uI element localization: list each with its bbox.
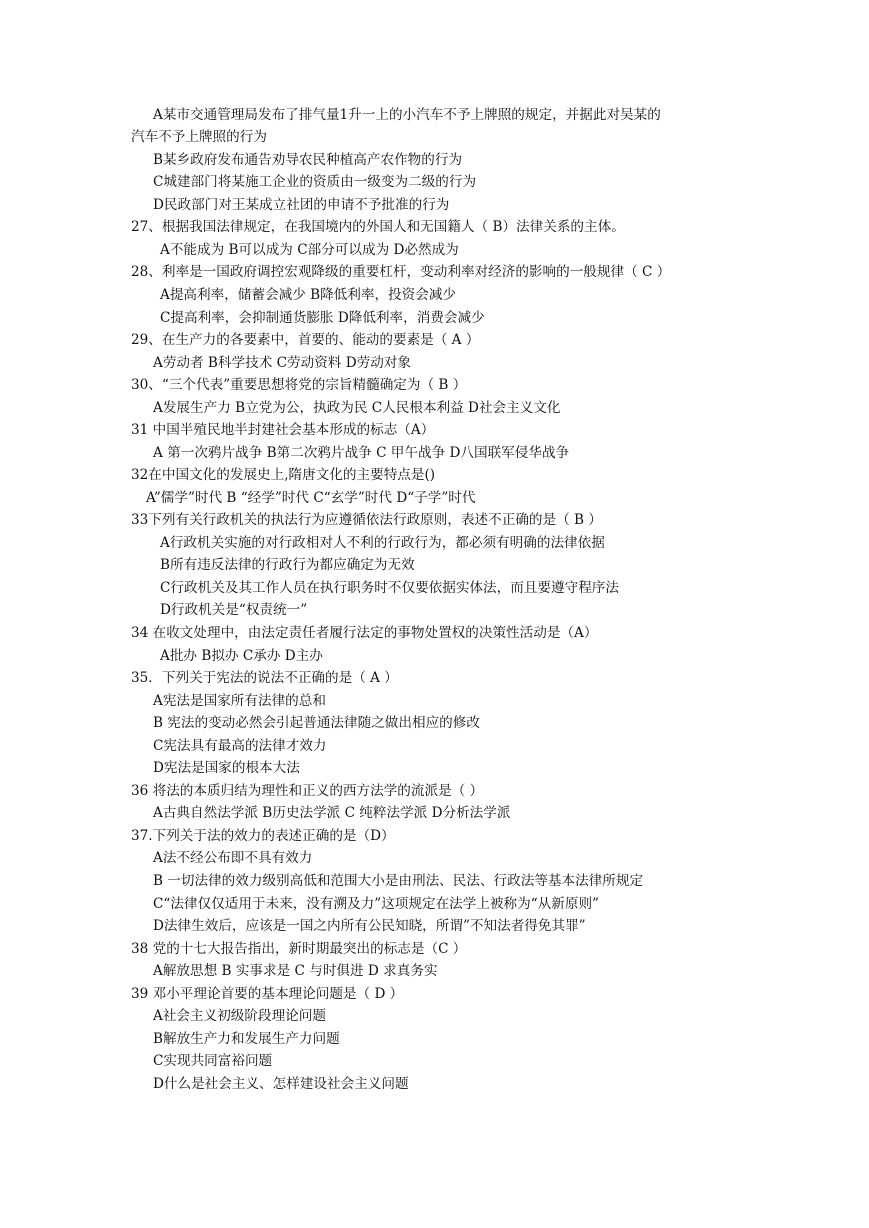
question-line: 33下列有关行政机关的执法行为应遵循依法行政原则，表述不正确的是（ B ） <box>131 512 602 528</box>
options-line: A”儒学”时代 B “经学”时代 C“玄学”时代 D“子学”时代 <box>146 490 476 506</box>
options-line: A 第一次鸦片战争 B第二次鸦片战争 C 甲午战争 D八国联军侵华战争 <box>153 445 570 461</box>
text-line: A宪法是国家所有法律的总和 <box>153 693 326 709</box>
text-line: D民政部门对王某成立社团的申请不予批准的行为 <box>153 197 450 213</box>
options-line: A古典自然法学派 B历史法学派 C 纯粹法学派 D分析法学派 <box>153 805 511 821</box>
options-line: A解放思想 B 实事求是 C 与时俱进 D 求真务实 <box>153 963 438 979</box>
question-line: 32在中国文化的发展史上,隋唐文化的主要特点是() <box>131 467 436 483</box>
text-line: A行政机关实施的对行政相对人不利的行政行为，都必须有明确的法律依据 <box>160 535 605 551</box>
options-line: A不能成为 B可以成为 C部分可以成为 D必然成为 <box>160 242 459 258</box>
text-line: A社会主义初级阶段理论问题 <box>153 1008 326 1024</box>
question-line: 30、“三个代表”重要思想将党的宗旨精髓确定为（ B ） <box>131 377 467 393</box>
text-line: B解放生产力和发展生产力问题 <box>153 1031 340 1047</box>
question-line: 29、在生产力的各要素中，首要的、能动的要素是（ A ） <box>131 332 480 348</box>
text-line: A法不经公布即不具有效力 <box>153 850 313 866</box>
text-line: B所有违反法律的行政行为都应确定为无效 <box>160 557 415 573</box>
options-line: A发展生产力 B立党为公，执政为民 C人民根本利益 D社会主义文化 <box>153 400 561 416</box>
text-line: D什么是社会主义、怎样建设社会主义问题 <box>153 1076 409 1092</box>
text-line: C宪法具有最高的法律才效力 <box>153 738 327 754</box>
text-line: B某乡政府发布通告劝导农民种植高产农作物的行为 <box>153 152 463 168</box>
text-line: D法律生效后，应该是一国之内所有公民知晓，所谓”不知法者得免其罪” <box>153 918 586 934</box>
text-line: C“法律仅仅适用于未来，没有溯及力”这项规定在法学上被称为“从新原则” <box>153 896 600 912</box>
text-line: C行政机关及其工作人员在执行职务时不仅要依据实体法，而且要遵守程序法 <box>160 580 619 596</box>
text-line: A某市交通管理局发布了排气量1升一上的小汽车不予上牌照的规定，并据此对吴某的 <box>153 107 661 123</box>
question-line: 34 在收文处理中，由法定责任者履行法定的事物处置权的决策性活动是（A） <box>131 625 598 641</box>
question-line: 39 邓小平理论首要的基本理论问题是（ D ） <box>131 986 404 1002</box>
options-line: A劳动者 B科学技术 C劳动资料 D劳动对象 <box>153 355 411 371</box>
question-line: 27、根据我国法律规定，在我国境内的外国人和无国籍人（ B）法律关系的主体。 <box>131 219 625 235</box>
question-line: 38 党的十七大报告指出，新时期最突出的标志是（C ） <box>131 941 467 957</box>
options-line: A提高利率，储蓄会减少 B降低利率，投资会减少 <box>160 287 457 303</box>
text-line: D行政机关是“权责统一” <box>160 602 308 618</box>
text-line: B 一切法律的效力级别高低和范围大小是由刑法、民法、行政法等基本法律所规定 <box>153 873 644 889</box>
text-line: D宪法是国家的根本大法 <box>153 760 300 776</box>
options-line: A批办 B拟办 C承办 D主办 <box>160 648 323 664</box>
options-line: C提高利率，会抑制通货膨胀 D降低利率，消费会减少 <box>160 310 485 326</box>
question-line: 28、利率是一国政府调控宏观降级的重要杠杆，变动利率对经济的影响的一般规律（ C ） <box>131 264 671 280</box>
text-line: C城建部门将某施工企业的资质由一级变为二级的行为 <box>153 174 477 190</box>
question-line: 37.下列关于法的效力的表述正确的是（D） <box>131 828 395 844</box>
question-line: 35．下列关于宪法的说法不正确的是（ A ） <box>131 670 398 686</box>
text-line: C实现共同富裕问题 <box>153 1053 273 1069</box>
question-line: 31 中国半殖民地半封建社会基本形成的标志（A） <box>131 422 435 438</box>
text-line: B 宪法的变动必然会引起普通法律随之做出相应的修改 <box>153 715 480 731</box>
question-line: 36 将法的本质归结为理性和正义的西方法学的流派是（ ） <box>131 783 484 799</box>
text-line: 汽车不予上牌照的行为 <box>131 129 267 145</box>
